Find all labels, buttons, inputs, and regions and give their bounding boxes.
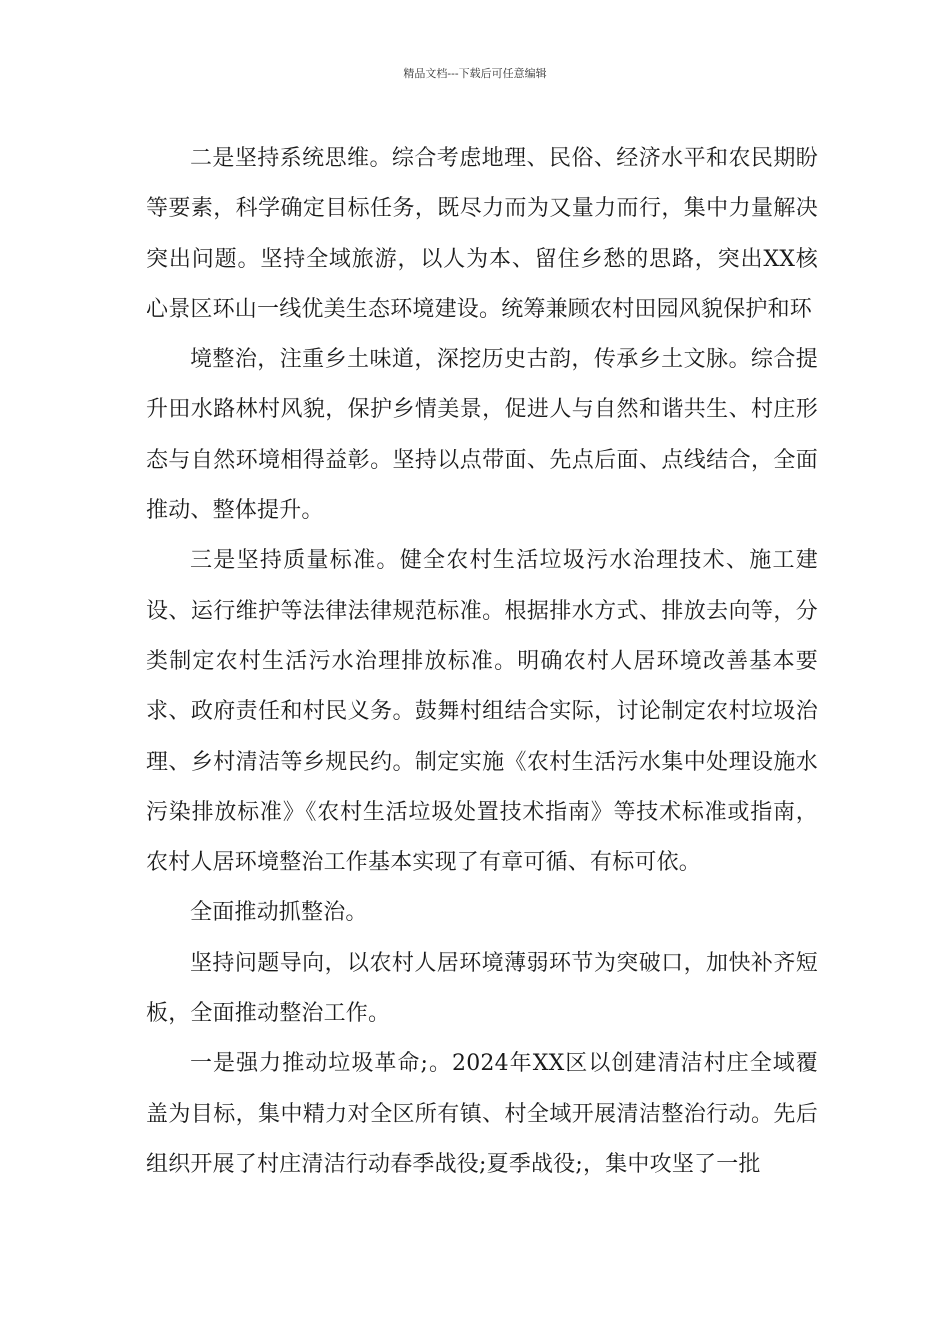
paragraph: 一是强力推动垃圾革命;。2024年XX区以创建清洁村庄全域覆盖为目标，集中精力对全区所有镇、村全域开展清洁整治行动。先后组织开展了村庄清洁行动春季战役;夏季战役;，集中攻坚了一批 (146, 1051, 818, 1177)
paragraph: 境整治，注重乡土味道，深挖历史古韵，传承乡土文脉。综合提升田水路林村风貌，保护乡情美景，促进人与自然和谐共生、村庄形态与自然环境相得益彰。坚持以点带面、先点后面、点线结合，全面推动、整体提升。 (146, 347, 818, 524)
page-header: 精品文档---下载后可任意编辑 (403, 67, 547, 80)
paragraph: 二是坚持系统思维。综合考虑地理、民俗、经济水平和农民期盼等要素，科学确定目标任务，既尽力而为又量力而行，集中力量解决突出问题。坚持全域旅游，以人为本、留住乡愁的思路，突出XX核心景区环山一线优美生态环境建设。统筹兼顾农村田园风貌保护和环 (146, 146, 818, 322)
paragraph: 坚持问题导向，以农村人居环境薄弱环节为突破口，加快补齐短板，全面推动整治工作。 (146, 950, 818, 1027)
document-body (146, 134, 818, 1190)
section-heading: 全面推动抓整治。 (190, 900, 368, 926)
paragraph: 三是坚持质量标准。健全农村生活垃圾污水治理技术、施工建设、运行维护等法律法律规范标准。根据排水方式、排放去向等，分类制定农村生活污水治理排放标准。明确农村人居环境改善基本要求、政府责任和村民义务。鼓舞村组结合实际，讨论制定农村垃圾治理、乡村清洁等乡规民约。制定实施《农村生活污水集中处理设施水污染排放标准》《农村生活垃圾处置技术指南》等技术标准或指南，农村人居环境整治工作基本实现了有章可循、有标可依。 (146, 548, 818, 876)
